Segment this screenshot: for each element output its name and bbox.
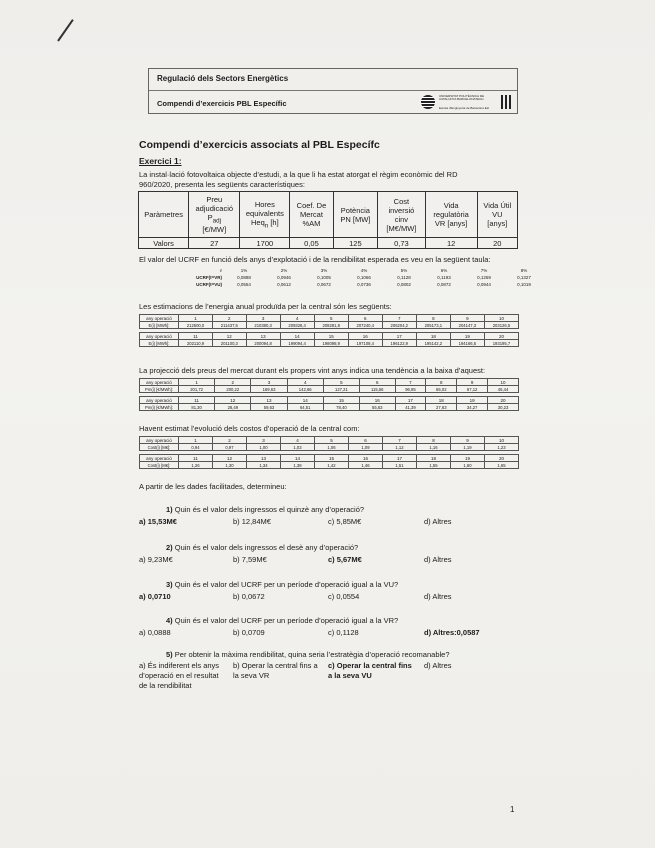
option-d: d) Altres — [424, 592, 452, 601]
table-cell: 196122,9 — [382, 340, 416, 347]
header-text: Heq — [251, 217, 265, 227]
price-table — [139, 378, 519, 411]
table-cell: 208281,8 — [314, 322, 348, 329]
table-cell: 0,05 — [290, 238, 333, 249]
table-cell: 1,38 — [281, 462, 315, 469]
table-cell: 28,49 — [215, 404, 251, 411]
row-label: E(i) [MWh]: — [140, 340, 179, 347]
table-row — [186, 274, 544, 281]
cost-intro: Havent estimat l’evolució dels costos d’operació de la central com: — [139, 424, 360, 433]
table-header: 20 — [488, 397, 519, 404]
row-label: any operació — [140, 397, 179, 404]
row-label: Pm(i) [€/MWh]: — [140, 404, 179, 411]
row-label: any operació — [140, 379, 179, 386]
table-cell: 203126,5 — [484, 322, 518, 329]
table-cell: 1,03 — [281, 444, 315, 451]
table-cell: 0,0736 — [357, 282, 371, 287]
energy-table — [139, 314, 519, 347]
table-cell: 201,72 — [179, 386, 215, 393]
table-cell: 142,66 — [287, 386, 323, 393]
table-row — [140, 462, 519, 469]
table-header — [189, 192, 240, 238]
intro-paragraph — [139, 170, 519, 190]
table-cell: 12 — [425, 238, 477, 249]
logo-subtext: Escola d’Enginyeria de Barcelona Est — [439, 106, 490, 110]
option-b: b) 12,84M€ — [233, 517, 271, 526]
option-c: c) 0,1128 — [328, 628, 359, 637]
question-number: 4) — [166, 616, 173, 625]
table-header: 2 — [213, 315, 247, 322]
table-cell: 1700 — [240, 238, 290, 249]
table-header: 16 — [348, 333, 382, 340]
option-b: b) 7,59M€ — [233, 555, 267, 564]
header-text: [M€/MW] — [386, 223, 417, 233]
header-text: adjudicació — [195, 204, 234, 214]
table-cell: Valors — [139, 238, 189, 249]
table-cell: 0,0946 — [277, 275, 291, 280]
table-cell: 125 — [333, 238, 378, 249]
table-cell: 0,1005 — [317, 275, 331, 280]
option-a: a) 0,0888 — [139, 628, 171, 637]
table-header-row — [139, 192, 518, 238]
table-header: 14 — [281, 455, 315, 462]
table-header: 5 — [323, 379, 359, 386]
table-cell: 205173,1 — [416, 322, 450, 329]
table-header: r — [220, 268, 222, 273]
question-3 — [166, 580, 398, 589]
table-header: 11 — [179, 455, 213, 462]
table-header-row — [140, 315, 519, 322]
question-text: Quin és el valor del UCRF per un període d’operació igual a la VU? — [174, 580, 399, 589]
pen-mark — [57, 19, 74, 41]
table-header: 18 — [417, 455, 451, 462]
row-label: any operació — [140, 315, 179, 322]
table-header: 19 — [451, 455, 485, 462]
row-label: any operació — [140, 455, 179, 462]
table-cell: 1,26 — [179, 462, 213, 469]
question-text: Quin és el valor dels ingressos el quinzè any d’operació? — [174, 505, 365, 514]
table-cell: 0,1128 — [397, 275, 411, 280]
logo-text: UNIVERSITAT POLITÈCNICA DE CATALUNYA BARCELONATECH — [439, 94, 485, 102]
option-d: d) Altres — [424, 555, 452, 564]
determine-text: A partir de les dades facilitades, determineu: — [139, 482, 287, 491]
table-header-row — [140, 455, 519, 462]
table-header — [378, 192, 426, 238]
header-text: %AM — [302, 219, 321, 228]
option-b: b) 0,0709 — [233, 628, 265, 637]
option-b: b) Operar la central fins a la seva VR — [233, 661, 318, 680]
table-header: 5 — [314, 315, 348, 322]
table-cell: 1,34 — [247, 462, 281, 469]
ucrf-table — [186, 267, 544, 288]
table-header-row — [140, 437, 519, 444]
exercise-title: Exercici 1: — [139, 156, 182, 166]
table-cell: UCRF(t=VR) — [196, 275, 222, 280]
table-header: 7 — [382, 315, 416, 322]
table-cell: 0,1019 — [517, 282, 531, 287]
option-a: a) 9,23M€ — [139, 555, 173, 564]
table-cell: 0,0944 — [477, 282, 491, 287]
table-cell: 200094,8 — [246, 340, 280, 347]
header-subscript: n — [264, 222, 269, 230]
header-text: Vida — [443, 201, 459, 210]
table-header: 10 — [484, 315, 518, 322]
table-row — [140, 444, 519, 451]
table-cell: 1,06 — [315, 444, 349, 451]
table-header: 16 — [349, 455, 383, 462]
table-cell: 0,0612 — [277, 282, 291, 287]
table-cell: 1,19 — [451, 444, 485, 451]
table-row — [186, 281, 544, 288]
question-text: Quin és el valor dels ingressos el desè any d’operació? — [174, 543, 359, 552]
row-label: Pm(i) [€/MWh]: — [140, 386, 179, 393]
table-header: 12 — [213, 333, 247, 340]
table-row — [140, 340, 519, 347]
header-text: PN [MW] — [340, 214, 371, 224]
table-header: 3 — [247, 437, 281, 444]
table-header: 8% — [520, 268, 528, 273]
table-header: 12 — [213, 455, 247, 462]
table-cell: UCRF(t=VU) — [196, 282, 222, 287]
page-number: 1 — [510, 805, 515, 814]
header-text: VU — [492, 210, 503, 219]
table-header: 1 — [179, 315, 213, 322]
table-cell: 1,60 — [451, 462, 485, 469]
table-cell: 96,95 — [395, 386, 426, 393]
table-header: 15 — [314, 333, 348, 340]
table-header: 11 — [179, 333, 213, 340]
university-logo — [421, 93, 515, 111]
table-header: 10 — [485, 437, 519, 444]
table-cell: 169,63 — [251, 386, 287, 393]
table-cell: 193195,7 — [484, 340, 518, 347]
table-header: 3% — [320, 268, 328, 273]
header-text: Hores — [254, 199, 275, 209]
table-header: 15 — [323, 397, 359, 404]
table-header: 7 — [383, 437, 417, 444]
header-text: [anys] — [487, 219, 508, 228]
table-cell: 201100,3 — [213, 340, 247, 347]
question-2 — [166, 543, 358, 552]
table-cell: 194166,5 — [450, 340, 484, 347]
table-header: 9 — [457, 379, 488, 386]
header-text: regulatòria — [433, 210, 469, 219]
table-cell: 67,12 — [457, 386, 488, 393]
table-header: Paràmetres — [139, 192, 189, 238]
table-header: 15 — [315, 455, 349, 462]
table-header: 19 — [450, 333, 484, 340]
header-text: cinv — [394, 214, 409, 224]
question-number: 5) — [166, 650, 173, 659]
option-c: c) Operar la central fins a la seva VU — [328, 661, 412, 680]
header-text: [€/MW] — [202, 224, 227, 234]
table-header: 4 — [287, 379, 323, 386]
table-header: 13 — [246, 333, 280, 340]
header-text: inversió — [388, 205, 415, 215]
table-header: 6 — [360, 379, 395, 386]
table-header: 4% — [360, 268, 368, 273]
table-cell: 0,1193 — [437, 275, 451, 280]
table-header: 17 — [382, 333, 416, 340]
header-text: Vida Útil — [483, 201, 512, 210]
option-c: c) 5,67M€ — [328, 555, 362, 564]
row-label: Cost(i) [M€]: — [140, 462, 179, 469]
table-cell: 197108,4 — [348, 340, 382, 347]
option-a: a) 15,53M€ — [139, 517, 177, 526]
option-c: c) 0,0554 — [328, 592, 360, 601]
table-cell: 41,39 — [395, 404, 426, 411]
table-cell: 1,09 — [349, 444, 383, 451]
table-header: 9 — [450, 315, 484, 322]
table-cell: 198098,9 — [314, 340, 348, 347]
table-header-row — [186, 267, 544, 274]
table-row — [139, 238, 518, 249]
header-course: Regulació dels Sectors Energètics — [149, 69, 517, 91]
table-header: 20 — [485, 455, 519, 462]
table-header: 13 — [251, 397, 287, 404]
table-header: 7% — [480, 268, 488, 273]
table-cell: 27,63 — [426, 404, 457, 411]
table-header: 2 — [215, 379, 251, 386]
question-5 — [166, 650, 450, 659]
header-text: VR [anys] — [434, 219, 468, 228]
logo-emblem-icon — [421, 95, 435, 109]
table-cell: 1,55 — [417, 462, 451, 469]
table-cell: 0,97 — [213, 444, 247, 451]
table-row — [140, 404, 519, 411]
option-d: d) Altres:0,0587 — [424, 628, 480, 637]
table-header: 9 — [451, 437, 485, 444]
table-header-row — [140, 379, 519, 386]
header-subscript: adj — [212, 217, 221, 225]
table-header: 14 — [280, 333, 314, 340]
table-header: 16 — [360, 397, 395, 404]
cost-table — [139, 436, 519, 469]
table-cell: 64,51 — [287, 404, 323, 411]
table-header: 13 — [247, 455, 281, 462]
table-header: 3 — [251, 379, 287, 386]
table-header: 3 — [246, 315, 280, 322]
table-header-row — [140, 333, 519, 340]
table-cell: 0,1259 — [477, 275, 491, 280]
table-cell: 1,30 — [213, 462, 247, 469]
ucrf-intro: El valor del UCRF en funció dels anys d’explotació i de la rendibilitat esperada es veu en la següent taula: — [139, 255, 491, 264]
question-text: Per obtenir la màxima rendibilitat, quina seria l’estratègia d’operació recomanable? — [174, 650, 450, 659]
table-cell: 1,46 — [349, 462, 383, 469]
table-header: 6% — [440, 268, 448, 273]
table-row — [140, 386, 519, 393]
table-header: 12 — [215, 397, 251, 404]
header-text: [h] — [268, 217, 279, 227]
table-cell: 204147,3 — [450, 322, 484, 329]
table-cell: 207240,4 — [348, 322, 382, 329]
table-header: 8 — [416, 315, 450, 322]
page-header — [148, 68, 518, 114]
table-cell: 1,51 — [383, 462, 417, 469]
table-cell: 45,44 — [488, 386, 519, 393]
table-cell: 211437,5 — [213, 322, 247, 329]
logo-bars-icon — [501, 95, 513, 109]
header-text: equivalents — [245, 208, 284, 218]
row-label: any operació — [140, 333, 179, 340]
table-header: 17 — [395, 397, 426, 404]
option-d: d) Altres — [424, 517, 452, 526]
table-header: 1 — [179, 437, 213, 444]
table-cell: 115,56 — [360, 386, 395, 393]
table-cell: 78,40 — [323, 404, 359, 411]
energy-intro: Les estimacions de l’energia anual produïda per la central són les següents: — [139, 302, 392, 311]
table-header: 18 — [426, 397, 457, 404]
table-header: 7 — [395, 379, 426, 386]
table-cell: 0,0672 — [317, 282, 331, 287]
table-cell: 1,12 — [383, 444, 417, 451]
table-header: 6 — [348, 315, 382, 322]
table-cell: 200,22 — [215, 386, 251, 393]
header-text: Coef. De — [296, 201, 327, 210]
table-cell: 0,0554 — [237, 282, 251, 287]
option-c: c) 5,85M€ — [328, 517, 362, 526]
row-label: Cost(i) [M€]: — [140, 444, 179, 451]
table-header: 19 — [457, 397, 488, 404]
table-header: 14 — [287, 397, 323, 404]
table-header: 20 — [484, 333, 518, 340]
table-header: 17 — [383, 455, 417, 462]
table-header: 10 — [488, 379, 519, 386]
table-cell: 30,23 — [488, 404, 519, 411]
row-label: E(i) [MWh]: — [140, 322, 179, 329]
header-doc-title: Compendi d’exercicis PBL Específic — [157, 99, 287, 108]
page-title: Compendi d’exercicis associats al PBL Específc — [139, 139, 380, 151]
table-cell: 27 — [189, 238, 240, 249]
table-header: 4 — [280, 315, 314, 322]
question-4 — [166, 616, 398, 625]
table-header — [290, 192, 333, 238]
table-cell: 0,94 — [179, 444, 213, 451]
table-header — [240, 192, 290, 238]
table-cell: 59,63 — [251, 404, 287, 411]
table-cell: 212500,0 — [179, 322, 213, 329]
option-d: d) Altres — [424, 661, 452, 670]
table-header: 2 — [213, 437, 247, 444]
table-cell: 0,1066 — [357, 275, 371, 280]
price-intro: La projecció dels preus del mercat durant els propers vint anys indica una tendència a la baixa d’aquest: — [139, 366, 486, 375]
table-header: 5% — [400, 268, 408, 273]
table-cell: 195142,2 — [416, 340, 450, 347]
table-cell: 0,0888 — [237, 275, 251, 280]
table-header: 2% — [280, 268, 288, 273]
table-header: 11 — [179, 397, 215, 404]
question-number: 1) — [166, 505, 173, 514]
table-header — [425, 192, 477, 238]
table-cell: 81,30 — [179, 404, 215, 411]
table-cell: 209328,4 — [280, 322, 314, 329]
question-1 — [166, 505, 364, 514]
table-cell: 210380,3 — [246, 322, 280, 329]
table-header: 1 — [179, 379, 215, 386]
header-text: Mercat — [300, 210, 323, 219]
table-header: 18 — [416, 333, 450, 340]
table-cell: 1,65 — [485, 462, 519, 469]
table-cell: 34,27 — [457, 404, 488, 411]
header-text: Cost — [393, 196, 410, 206]
table-header — [333, 192, 378, 238]
table-header: 6 — [349, 437, 383, 444]
table-row — [140, 322, 519, 329]
table-cell: 1,23 — [485, 444, 519, 451]
table-cell: 1,16 — [417, 444, 451, 451]
table-header: 8 — [417, 437, 451, 444]
table-cell: 0,0872 — [437, 282, 451, 287]
parameters-table — [138, 191, 518, 249]
intro-line-1: La instal·lació fotovoltaica objecte d’estudi, a la que li ha estat atorgat el règim econòmic del RD — [139, 170, 458, 179]
option-b: b) 0,0672 — [233, 592, 265, 601]
table-cell: 0,0802 — [397, 282, 411, 287]
table-cell: 0,1327 — [517, 275, 531, 280]
table-cell: 206204,2 — [382, 322, 416, 329]
intro-line-2: 960/2020, presenta les següents característiques: — [139, 180, 305, 189]
table-cell: 1,00 — [247, 444, 281, 451]
header-text: P — [207, 213, 213, 223]
header-text: Potència — [340, 205, 370, 215]
table-header-row — [140, 397, 519, 404]
question-number: 3) — [166, 580, 173, 589]
table-header: 8 — [426, 379, 457, 386]
header-text: Preu — [206, 195, 223, 205]
table-cell: 20 — [477, 238, 517, 249]
row-label: any operació — [140, 437, 179, 444]
table-cell: 0,73 — [378, 238, 426, 249]
table-cell: 1,42 — [315, 462, 349, 469]
question-text: Quin és el valor del UCRF per un període d’operació igual a la VR? — [174, 616, 399, 625]
table-cell: 202110,9 — [179, 340, 213, 347]
table-header: 1% — [240, 268, 248, 273]
table-header: 4 — [281, 437, 315, 444]
question-number: 2) — [166, 543, 173, 552]
table-header: 5 — [315, 437, 349, 444]
option-a: a) 0,0710 — [139, 592, 171, 601]
table-cell: 199094,4 — [280, 340, 314, 347]
option-a: a) És indiferent els anys d’operació en el resultat de la rendibilitat — [139, 661, 220, 690]
table-header — [477, 192, 517, 238]
table-cell: 127,21 — [323, 386, 359, 393]
table-cell: 65,02 — [426, 386, 457, 393]
table-cell: 55,63 — [360, 404, 395, 411]
